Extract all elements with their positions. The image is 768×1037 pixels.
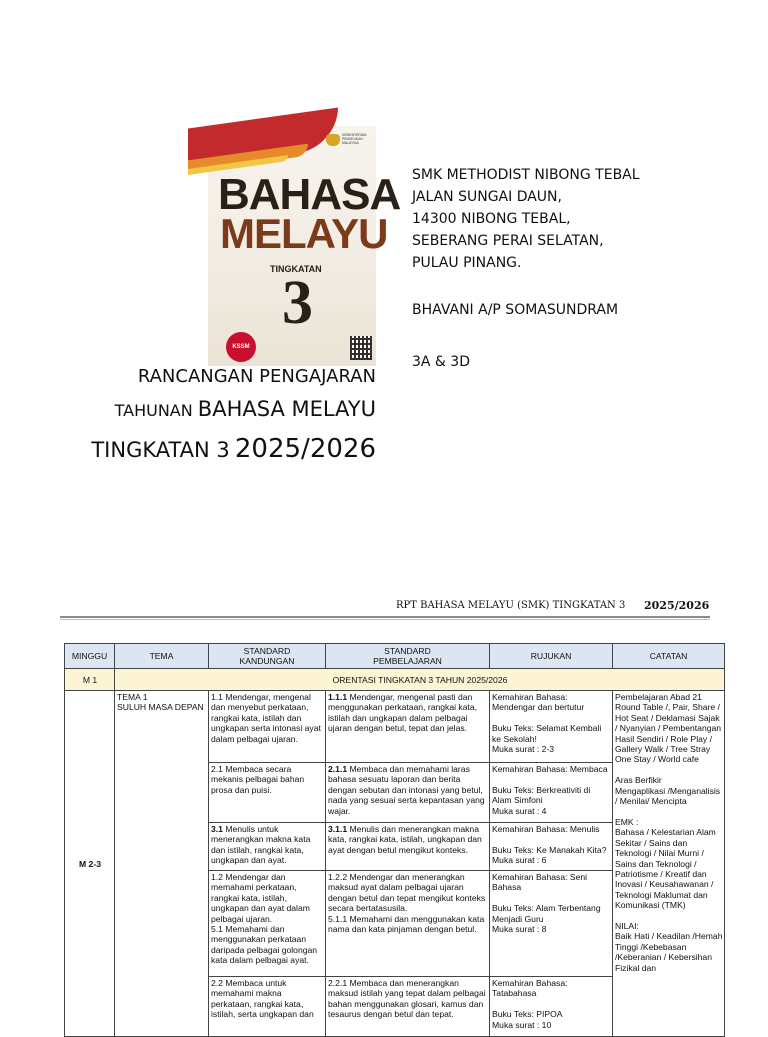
sk-text: 1.1 Mendengar, mengenal dan menyebut perkataan, rangkai kata, istilah dan ungkapan serta intonasi ayat dalam pelbagai ujaran. [211, 692, 321, 744]
rujukan-cell [490, 691, 613, 763]
kssm-badge: KSSM [226, 332, 256, 362]
ministry-crest-icon [326, 134, 340, 146]
cover-level-number: 3 [282, 269, 313, 337]
address-line-2: 14300 NIBONG TEBAL, [412, 211, 571, 227]
rujukan-skill: Kemahiran Bahasa: Seni Bahasa [492, 872, 588, 893]
catatan-cell: Pembelajaran Abad 21 Round Table /, Pair, Share / Hot Seat / Deklamasi Sajak / Nyanyian / Pembentangan Hasil Sendiri / Role Play / Gallery Walk / Tree Stray One Stay / World cafe Aras Berfikir Mengaplikasi /Menganalisis / Menilai/ Mencipta EMK : Bahasa / Kelestarian Alam Sekitar / Sains dan Teknologi / Nilai Murni / Sains dan Teknologi / Patriotisme / Kreatif dan Inovasi / Keusahawanan / Teknologi Maklumat dan Komunikasi (TMK) NILAI: Baik Hati / Keadilan /Hemah Tinggi /Kebebasan /Keberanian / Kebersihan Fizikal dan [613, 691, 725, 1037]
rujukan-cell [490, 763, 613, 823]
rpt-table [64, 643, 725, 1037]
rujukan-cell [490, 871, 613, 977]
rujukan-page: Muka surat : 4 [492, 805, 547, 816]
plan-title-line2-large: BAHASA MELAYU [197, 397, 376, 421]
cover-ministry-text: KEMENTERIAN PENDIDIKAN MALAYSIA [342, 133, 367, 146]
plan-title-line1: RANCANGAN PENGAJARAN [137, 366, 376, 387]
rujukan-skill: Kemahiran Bahasa: Membaca [492, 764, 608, 774]
class-names: 3A & 3D [412, 354, 470, 370]
sk-cell [209, 977, 326, 1037]
header-divider [60, 616, 710, 618]
rujukan-page: Muka surat : 10 [492, 1019, 552, 1030]
header-standard-kandungan: STANDARD KANDUNGAN [209, 644, 326, 669]
rujukan-skill: Kemahiran Bahasa: Mendengar dan bertutur [492, 692, 585, 713]
sk-text: 2.2 Membaca untuk memahami makna perkataan, rangkai kata, istilah, serta ungkapan dan [211, 978, 314, 1020]
rujukan-page: Muka surat : 6 [492, 855, 547, 866]
table-header-row [65, 644, 725, 669]
teacher-name: BHAVANI A/P SOMASUNDRAM [412, 302, 619, 318]
plan-title-line2 [115, 397, 376, 421]
sp-text: Menulis dan menerangkan makna kata, rangkai kata, istilah, ungkapan dan ayat dengan betul mengikut konteks. [328, 824, 482, 855]
sp-cell [326, 977, 490, 1037]
page-header-year: 2025/2026 [644, 599, 710, 612]
plan-title-line2-small: TAHUNAN [114, 401, 193, 420]
address-line-4: PULAU PINANG. [412, 255, 522, 271]
sp-text: Mendengar, mengenal pasti dan menggunakan perkataan, rangkai kata, istilah dan ungkapan dalam pelbagai ujaran dengan betul, tepat dan jelas. [328, 692, 478, 734]
tema-cell: TEMA 1 SULUH MASA DEPAN [115, 691, 209, 1037]
sp-cell [326, 871, 490, 977]
header-minggu: MINGGU [65, 644, 115, 669]
rujukan-book: Buku Teks: Alam Terbentang Menjadi Guru [492, 903, 601, 924]
page-header-title: RPT BAHASA MELAYU (SMK) TINGKATAN 3 [396, 600, 626, 611]
sk-text: 1.2 Mendengar dan memahami perkataan, rangkai kata, istilah, ungkapan dan ayat dalam pelbagai ujaran. 5.1 Memahami dan menggunakan perkataan daripada pelbagai golongan kata dalam pelbagai ayat. [211, 872, 318, 966]
school-name: SMK METHODIST NIBONG TEBAL [412, 167, 640, 183]
sp-cell [326, 763, 490, 823]
rujukan-skill: Kemahiran Bahasa: Menulis [492, 824, 600, 834]
sk-cell [209, 871, 326, 977]
sp-code: 3.1.1 [328, 824, 348, 834]
orientation-text: ORENTASI TINGKATAN 3 TAHUN 2025/2026 [115, 669, 725, 691]
rujukan-book: Buku Teks: Selamat Kembali ke Sekolah! [492, 723, 602, 744]
sp-cell [326, 691, 490, 763]
rujukan-book: Buku Teks: Ke Manakah Kita? [492, 844, 607, 855]
plan-title-line3-large: 2025/2026 [234, 434, 376, 464]
header-rujukan: RUJUKAN [490, 644, 613, 669]
rujukan-page: Muka surat : 8 [492, 924, 547, 935]
cover-level-label: TINGKATAN [270, 264, 322, 274]
table-row [65, 691, 725, 763]
qr-code-icon [350, 336, 372, 360]
plan-title-line3-small: TINGKATAN 3 [91, 438, 230, 462]
rujukan-cell [490, 823, 613, 871]
sp-code: 2.1.1 [328, 764, 348, 774]
rujukan-cell [490, 977, 613, 1037]
school-address [412, 164, 640, 274]
cover-title-line2: MELAYU [220, 210, 388, 257]
cover-title-line1: BAHASA [218, 170, 401, 219]
sk-text: Menulis untuk menerangkan makna kata dan istilah, rangkai kata, ungkapan dan ayat. [211, 824, 311, 866]
sk-cell [209, 823, 326, 871]
address-line-3: SEBERANG PERAI SELATAN, [412, 233, 604, 249]
sp-text: 2.2.1 Membaca dan menerangkan maksud istilah yang tepat dalam pelbagai bahan menggunakan glosari, kamus dan tesaurus dengan betul dan tepat. [328, 978, 486, 1020]
week-cell: M 2-3 [65, 691, 115, 1037]
sk-code: 3.1 [211, 824, 223, 834]
rujukan-book: Buku Teks: PIPOA [492, 1009, 563, 1020]
sp-code: 1.1.1 [328, 692, 348, 702]
header-divider-thin [60, 619, 710, 620]
sp-text: Membaca dan memahami laras bahasa sesuatu laporan dan berita dengan sebutan dan intonasi yang betul, nada yang sesuai serta kepantasan yang wajar. [328, 764, 485, 816]
rujukan-page: Muka surat : 2-3 [492, 744, 555, 755]
header-catatan: CATATAN [613, 644, 725, 669]
orientation-row [65, 669, 725, 691]
rujukan-book: Buku Teks: Berkreativiti di Alam Simfoni [492, 784, 591, 806]
header-standard-pembelajaran: STANDARD PEMBELAJARAN [326, 644, 490, 669]
header-tema: TEMA [115, 644, 209, 669]
rujukan-skill: Kemahiran Bahasa: Tatabahasa [492, 978, 568, 999]
plan-title-line3 [91, 434, 376, 464]
sk-cell [209, 763, 326, 823]
sk-cell [209, 691, 326, 763]
orientation-week: M 1 [65, 669, 115, 691]
sp-cell [326, 823, 490, 871]
book-cover-image [208, 126, 401, 366]
address-line-1: JALAN SUNGAI DAUN, [412, 189, 562, 205]
sk-text: 2.1 Membaca secara mekanis pelbagai bahan prosa dan puisi. [211, 764, 305, 795]
sp-text: 1.2.2 Mendengar dan menerangkan maksud ayat dalam pelbagai ujaran dengan betul dan tepat mengikut konteks secara bertatasusila. 5.1.1 Memahami dan menggunakan kata nama dan kata pinjaman dengan betul. [328, 872, 486, 935]
